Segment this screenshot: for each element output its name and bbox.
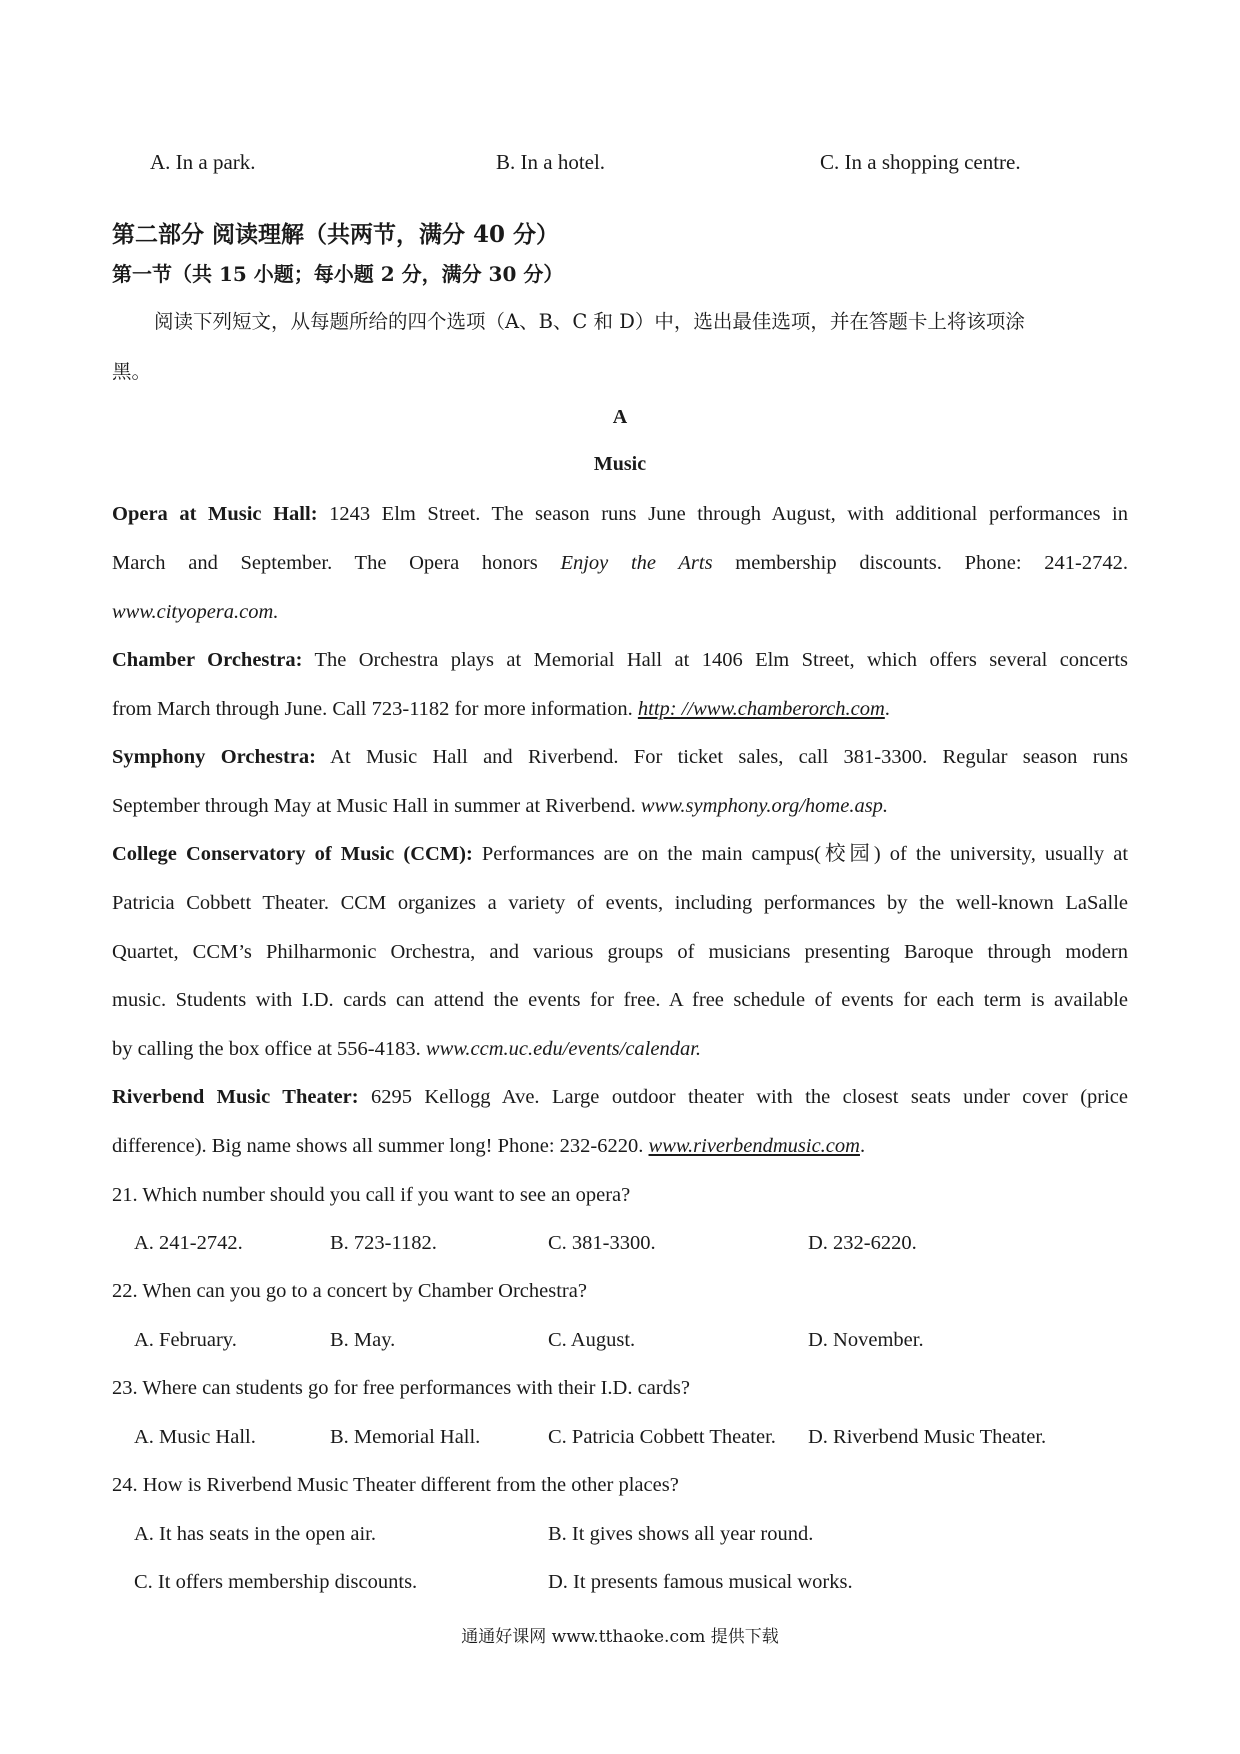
question-23-option-a[interactable]: A. Music Hall. bbox=[134, 1426, 256, 1448]
instruction-line-2: 黑。 bbox=[112, 360, 152, 383]
entry-opera-line-1 bbox=[112, 490, 1128, 539]
entry-ccm-line-1 bbox=[112, 830, 1128, 879]
entry-chamber-text-1: The Orchestra plays at Memorial Hall at 1406 Elm Street, which offers several concerts bbox=[314, 649, 1129, 671]
entry-ccm-line-2: Patricia Cobbett Theater. CCM organizes a variety of events, including performances by the well-known LaSalle bbox=[112, 892, 1128, 914]
entry-riverbend-name: Riverbend Music Theater: bbox=[112, 1086, 359, 1108]
passage-letter: A bbox=[612, 406, 628, 428]
question-24-option-d[interactable]: D. It presents famous musical works. bbox=[548, 1571, 853, 1593]
question-23-option-d[interactable]: D. Riverbend Music Theater. bbox=[808, 1426, 1047, 1448]
top-option-c: C. In a shopping centre. bbox=[820, 150, 1021, 174]
instruction-line-1: 阅读下列短文，从每题所给的四个选项（A、B、C 和 D）中，选出最佳选项，并在答题卡上将该项涂 bbox=[154, 310, 1025, 333]
entry-chamber-text-2: from March through June. Call 723-1182 for more information. bbox=[112, 698, 633, 720]
top-option-a: A. In a park. bbox=[150, 150, 256, 174]
question-21-option-b[interactable]: B. 723-1182. bbox=[330, 1232, 437, 1254]
entry-riverbend-line-2: difference). Big name shows all summer long! Phone: 232-6220. www.riverbendmusic.com. bbox=[112, 1135, 866, 1157]
question-21-stem: 21. Which number should you call if you want to see an opera? bbox=[112, 1184, 631, 1206]
entry-opera-line-3 bbox=[112, 588, 1128, 637]
entry-opera-emphasis: Enjoy the Arts bbox=[560, 552, 713, 574]
section-subtitle: 第一节（共 15 小题；每小题 2 分，满分 30 分） bbox=[112, 262, 564, 286]
passage-title: Music bbox=[593, 453, 647, 475]
entry-opera-name: Opera at Music Hall: bbox=[112, 503, 318, 525]
question-24-option-c[interactable]: C. It offers membership discounts. bbox=[134, 1571, 418, 1593]
entry-opera-line-2 bbox=[112, 539, 1128, 588]
entry-ccm-name: College Conservatory of Music (CCM): bbox=[112, 843, 473, 865]
question-23-option-c[interactable]: C. Patricia Cobbett Theater. bbox=[548, 1426, 776, 1448]
entry-chamber-name: Chamber Orchestra: bbox=[112, 649, 303, 671]
question-21-option-c[interactable]: C. 381-3300. bbox=[548, 1232, 656, 1254]
entry-opera-text-2b: membership discounts. Phone: 241-2742. bbox=[735, 552, 1128, 574]
top-option-b: B. In a hotel. bbox=[496, 150, 606, 174]
page-footer: 通通好课网 www.tthaoke.com 提供下载 bbox=[461, 1627, 779, 1647]
question-24-stem: 24. How is Riverbend Music Theater different from the other places? bbox=[112, 1474, 679, 1496]
entry-riverbend-line-1 bbox=[112, 1073, 1128, 1122]
question-22-option-d[interactable]: D. November. bbox=[808, 1329, 924, 1351]
entry-ccm-text-1: Performances are on the main campus(校园) of the university, usually at bbox=[481, 843, 1129, 865]
entry-riverbend-text-1: 6295 Kellogg Ave. Large outdoor theater with the closest seats under cover (price bbox=[371, 1086, 1129, 1108]
entry-symphony-line-2 bbox=[112, 782, 1128, 831]
entry-riverbend-text-2: difference). Big name shows all summer long! Phone: 232-6220. bbox=[112, 1135, 644, 1157]
entry-chamber-url[interactable]: http: //www.chamberorch.com bbox=[637, 698, 885, 720]
entry-ccm-url: www.ccm.uc.edu/events/calendar. bbox=[425, 1038, 702, 1060]
question-21-option-a[interactable]: A. 241-2742. bbox=[134, 1232, 243, 1254]
question-22-option-b[interactable]: B. May. bbox=[330, 1329, 396, 1351]
question-22-stem: 22. When can you go to a concert by Chamber Orchestra? bbox=[112, 1280, 587, 1302]
question-22-option-c[interactable]: C. August. bbox=[548, 1329, 636, 1351]
entry-chamber-line-1 bbox=[112, 636, 1128, 685]
entry-symphony-text-2: September through May at Music Hall in summer at Riverbend. bbox=[112, 795, 636, 817]
entry-ccm-line-3: Quartet, CCM’s Philharmonic Orchestra, and various groups of musicians presenting Baroque through modern bbox=[112, 941, 1128, 963]
question-22-option-a[interactable]: A. February. bbox=[134, 1329, 237, 1351]
entry-opera-text-2a: March and September. The Opera honors bbox=[112, 552, 538, 574]
entry-ccm-line-5 bbox=[112, 1025, 1128, 1074]
entry-symphony-url: www.symphony.org/home.asp. bbox=[640, 795, 889, 817]
question-23-option-b[interactable]: B. Memorial Hall. bbox=[330, 1426, 481, 1448]
section-title: 第二部分 阅读理解（共两节，满分 40 分） bbox=[112, 221, 560, 248]
question-24-option-b[interactable]: B. It gives shows all year round. bbox=[548, 1523, 814, 1545]
entry-symphony-name: Symphony Orchestra: bbox=[112, 746, 316, 768]
question-23-stem: 23. Where can students go for free performances with their I.D. cards? bbox=[112, 1377, 690, 1399]
entry-opera-text-1: 1243 Elm Street. The season runs June through August, with additional performances in bbox=[329, 503, 1129, 525]
entry-riverbend-url[interactable]: www.riverbendmusic.com bbox=[648, 1135, 860, 1157]
entry-opera-url: www.cityopera.com. bbox=[112, 601, 279, 623]
entry-symphony-line-1 bbox=[112, 733, 1128, 782]
question-21-option-d[interactable]: D. 232-6220. bbox=[808, 1232, 917, 1254]
entry-chamber-line-2: from March through June. Call 723-1182 for more information. http: //www.chamberorch.com. bbox=[112, 698, 890, 720]
question-24-option-a[interactable]: A. It has seats in the open air. bbox=[134, 1523, 376, 1545]
entry-ccm-text-5: by calling the box office at 556-4183. bbox=[112, 1038, 421, 1060]
entry-ccm-line-4: music. Students with I.D. cards can attend the events for free. A free schedule of events for each term is available bbox=[112, 989, 1128, 1011]
entry-symphony-text-1: At Music Hall and Riverbend. For ticket sales, call 381-3300. Regular season runs bbox=[330, 746, 1128, 768]
